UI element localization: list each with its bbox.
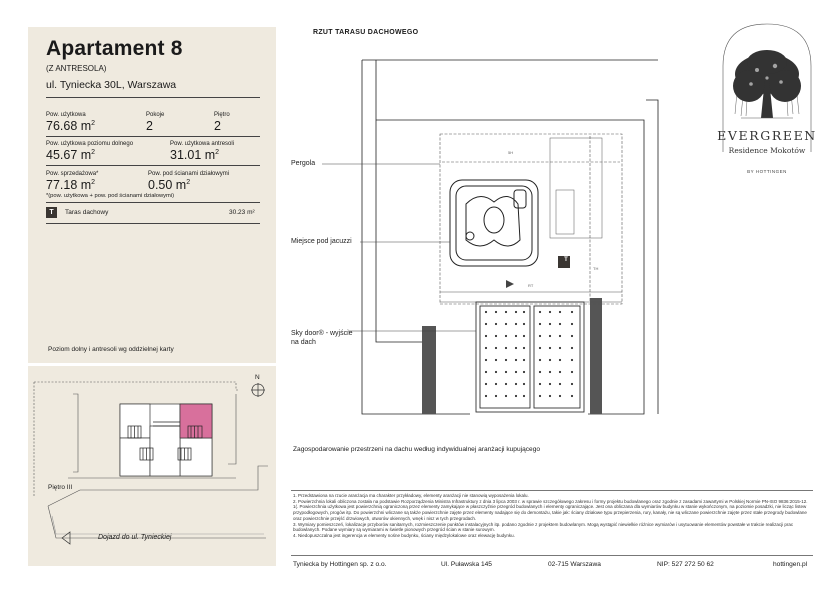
- divider: [46, 223, 260, 224]
- dim-side-label: TH: [593, 266, 599, 271]
- north-label: N: [255, 374, 260, 381]
- apartment-address: ul. Tyniecka 30L, Warszawa: [46, 79, 177, 91]
- footer-company: Tyniecka by Hottingen sp. z o.o.: [293, 561, 387, 568]
- terrace-badge: T: [46, 207, 57, 218]
- divider: [291, 555, 813, 556]
- brand-name: EVERGREEN: [717, 128, 817, 143]
- rooms-label: Pokoje: [146, 112, 165, 118]
- divider: [46, 136, 260, 137]
- lower-area-value: 45.67 $m^2$: [46, 148, 96, 162]
- divider: [46, 202, 260, 203]
- pergola-label: Pergola: [291, 160, 316, 167]
- apartment-subtitle: (Z ANTRESOLA): [46, 64, 107, 73]
- rooms-value: 2: [146, 119, 153, 133]
- divider: [46, 97, 260, 98]
- footnote-2: 2. Powierzchnia lokali obliczona została na podstawie Rozporządzenia Ministra Infrastruktury z dnia 3 lipca 2003 r. w sprawie szczegółowego zakresu i formy projektu budowlanego oraz zgodnie z zasadami zawartymi w Polskiej Normie PN-ISO 9836:2015-12. 1(. Powierzchnia użytkowa jest powierzchnią ograniczoną przez elementy zamykające w płaszczyźnie przegród budowlanych i elementy ograniczające. Jest ona obliczana dla wymiarów budynku w stanie wykończonym, na poziomie posadzki, nie licząc listew przypodłogowych, progów itp. Do powierzchni wliczane są także powierzchnie zajęte przez elementy nadające się do demontażu, takie jak: ściany działowe typu przepierzenia, rury, kanały, nie są wliczane powierzchnie zajęte przez stałe przegrody budowlane oraz powierzchnie przejść drzwiowych, otworów okiennych, wnęk i nisz w tych przegrodach.: [293, 498, 808, 521]
- site-map-panel: [28, 366, 276, 566]
- roof-plan-drawing: [280, 40, 670, 430]
- brand-subtitle: Residence Mokotów: [728, 146, 806, 155]
- evergreen-logo: [717, 22, 817, 182]
- footer-street: Ul. Puławska 145: [441, 561, 492, 568]
- footnote-4: 4. Niedopuszczalna jest ingerencja w elementy nośne budynku, ściany międzylokalowe oraz elewację budynku.: [293, 533, 515, 539]
- terrace-value: 30.23 m²: [229, 209, 255, 216]
- terrace-label: Taras dachowy: [65, 209, 109, 216]
- divider: [46, 165, 260, 166]
- footer-city: 02-715 Warszawa: [548, 561, 601, 568]
- footnotes: [293, 493, 813, 539]
- dim-top-label: 5H: [508, 150, 514, 155]
- sale-area-value: 77.18 $m^2$: [46, 178, 96, 192]
- footer-nip: NIP: 527 272 50 62: [657, 561, 714, 568]
- usable-area-label: Pow. użytkowa: [46, 112, 86, 118]
- lower-area-label: Pow. użytkowa poziomu dolnego: [46, 141, 134, 147]
- footnote-3: 3. Wymiary pomieszczeń, lokalizacje przyborów sanitarnych, rozmieszczenie punktów instalacyjnych itp. podano zgodnie z projektem budowlanym. Mogą wystąpić niewielkie różnice wymiarów i usytuowanie elementów powstałe w trakcie realizacji prac budowlanych. Podane wymiary są wymiarami w świetle pionowych przegród ścian w stanie surowym.: [293, 521, 794, 533]
- mezzanine-area-value: 31.01 $m^2$: [170, 148, 220, 162]
- apartment-info-panel: [28, 27, 276, 363]
- floor-value: 2: [214, 119, 221, 133]
- sale-area-note: *(pow. użytkowa + pow. pod ścianami działowymi): [46, 193, 175, 199]
- sale-area-label: Pow. sprzedażowa*: [46, 171, 99, 177]
- plan-title: RZUT TARASU DACHOWEGO: [313, 29, 419, 36]
- floor-iii-label: Piętro III: [48, 484, 73, 491]
- divider: [291, 490, 813, 491]
- apartment-title: Apartament 8: [46, 37, 183, 60]
- footnote-1: 1. Przedstawiona na rzucie aranżacja ma charakter przykładowy, elementy aranżacji nie stanowią wyposażenia lokalu.: [293, 493, 529, 498]
- jacuzzi-label: Miejsce pod jacuzzi: [291, 238, 352, 245]
- skydoor-label-line1: Sky door® - wyjście: [291, 330, 353, 337]
- footer-web[interactable]: hottingen.pl: [773, 561, 808, 568]
- walls-area-label: Pow. pod ścianami działowymi: [148, 171, 230, 177]
- plan-terrace-badge: T: [564, 257, 568, 263]
- arrangement-note: Zagospodarowanie przestrzeni na dachu według indywidualnej aranżacji kupującego: [293, 446, 541, 453]
- road-label: Dojazd do ul. Tynieckiej: [98, 534, 172, 541]
- floor-label: Piętro: [214, 112, 230, 118]
- levels-note: Poziom dolny i antresoli wg oddzielnej karty: [48, 346, 174, 353]
- brand-by: BY HOTTINGEN: [747, 169, 787, 174]
- dim-bottom-label: RT: [528, 283, 534, 288]
- skydoor-label-line2: na dach: [291, 339, 316, 346]
- mezzanine-area-label: Pow. użytkowa antresoli: [170, 141, 235, 147]
- usable-area-value: 76.68 $m^2$: [46, 119, 96, 133]
- walls-area-value: 0.50 $m^2$: [148, 178, 191, 192]
